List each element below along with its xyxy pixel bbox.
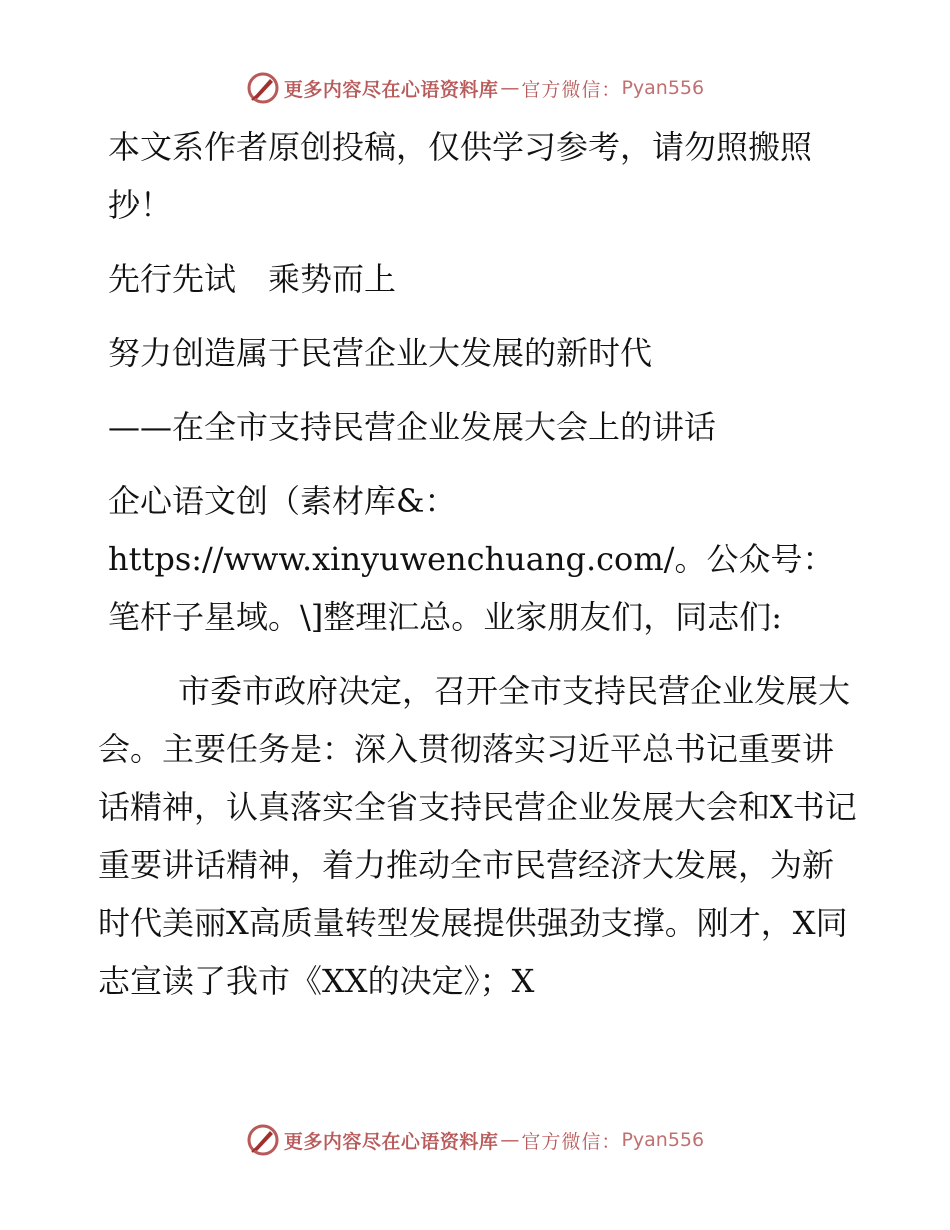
subtitle: ——在全市支持民营企业发展大会上的讲话 [108, 408, 717, 446]
banner-account: Pyan556 [621, 77, 705, 99]
footer-banner [0, 1120, 950, 1160]
source-note: 企心语文创（素材库&：https://www.xinyuwenchuang.com/。公众号：笔杆子星域。\]整理汇总。业家朋友们，同志们: [108, 482, 835, 636]
banner-wechat-label: 官方微信： [521, 1130, 622, 1153]
banner-account: Pyan556 [621, 1129, 705, 1151]
document-body [98, 118, 858, 1010]
title-line-2: 努力创造属于民营企业大发展的新时代 [108, 334, 653, 372]
title-line-1: 先行先试 乘势而上 [108, 260, 397, 298]
banner-brand-text: 更多内容尽在心语资料库 [283, 1130, 499, 1153]
quill-logo-icon [246, 1123, 280, 1157]
banner-wechat-label: 官方微信： [521, 78, 622, 101]
banner-dash: — [500, 1129, 520, 1151]
header-banner [0, 68, 950, 108]
quill-logo-icon [246, 71, 280, 105]
body-paragraph: 市委市政府决定，召开全市支持民营企业发展大会。主要任务是：深入贯彻落实习近平总书记重要讲话精神，认真落实全省支持民营企业发展大会和X书记重要讲话精神，着力推动全市民营经济大发展，为新时代美丽X高质量转型发展提供强劲支撑。刚才，X同志宣读了我市《XX的决定》；X [98, 672, 857, 1000]
banner-dash: — [500, 77, 520, 99]
banner-brand-text: 更多内容尽在心语资料库 [283, 78, 499, 101]
copyright-notice: 本文系作者原创投稿，仅供学习参考，请勿照搬照抄！ [108, 128, 813, 224]
